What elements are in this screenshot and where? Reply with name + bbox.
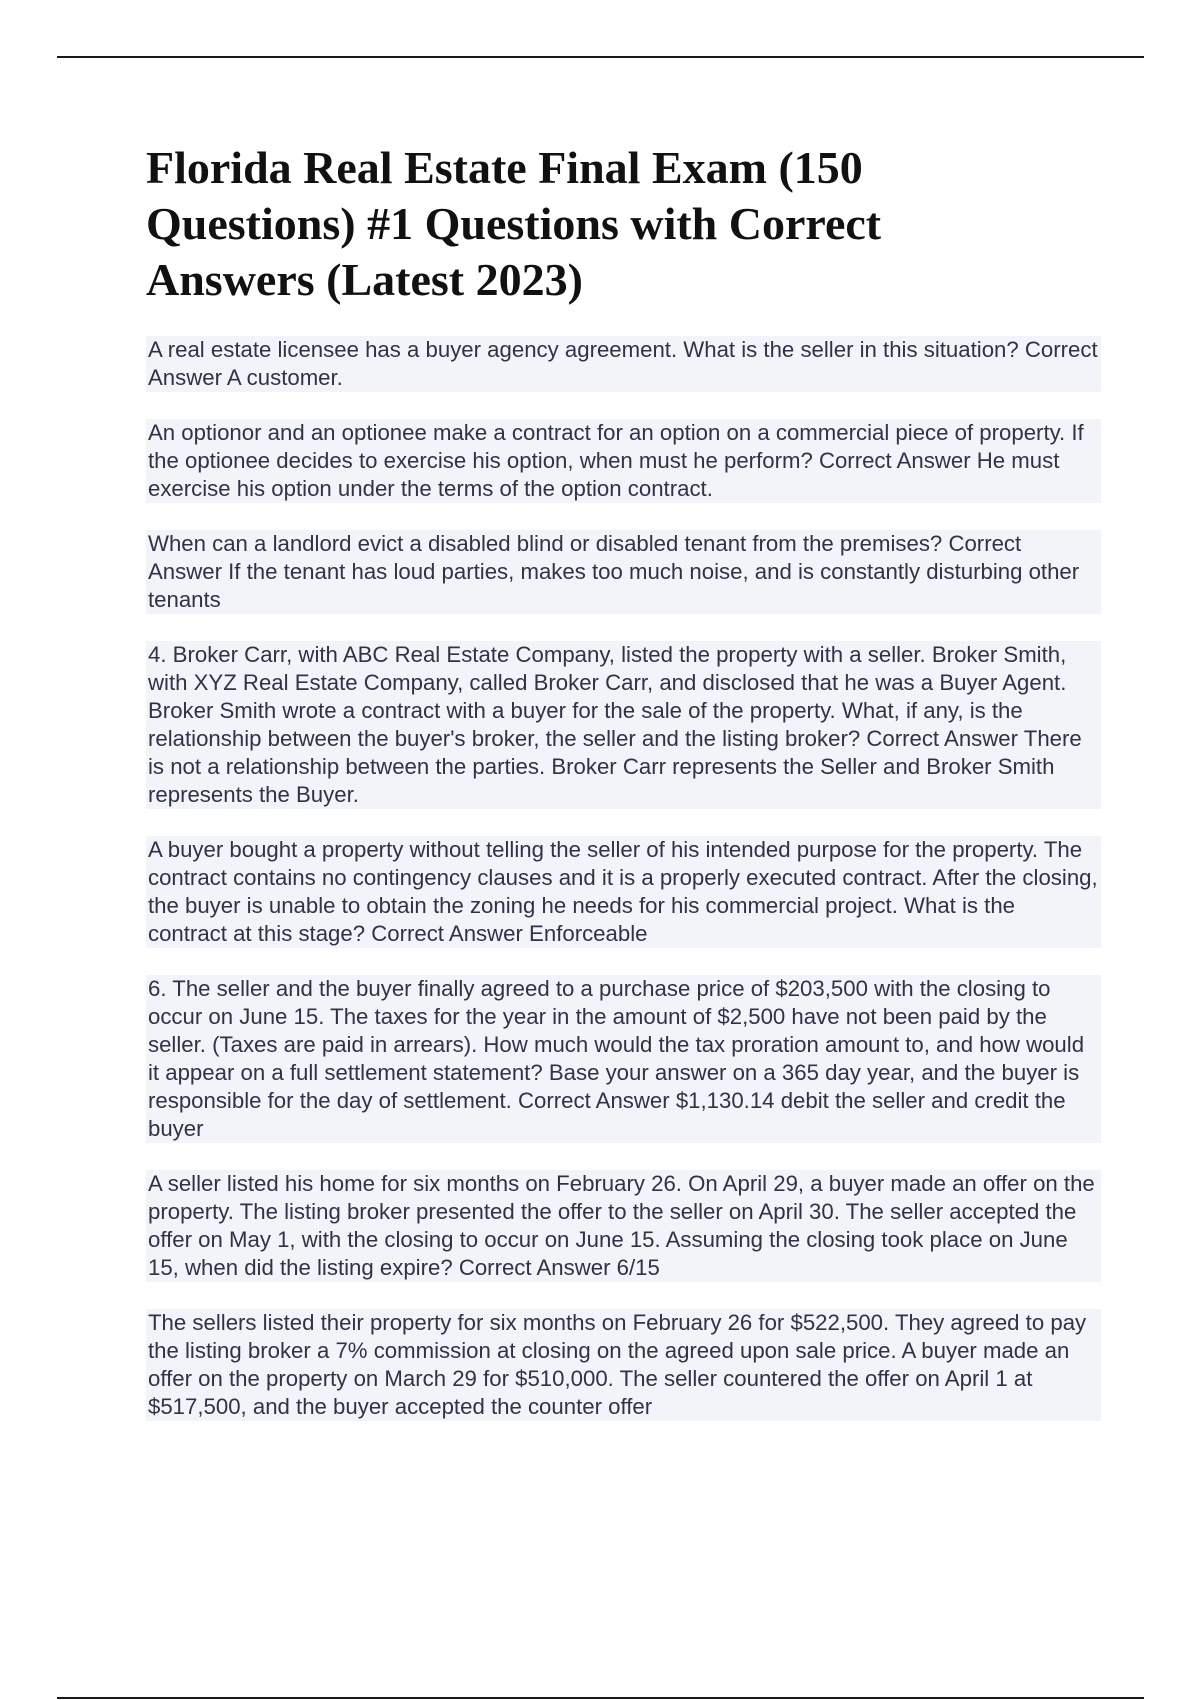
footer-rule [57,1697,1144,1699]
qa-entry-3: When can a landlord evict a disabled blind or disabled tenant from the premises? Correct Answer If the tenant has loud parties, makes too much noise, and is constantly disturbing other tenants [146,530,1101,614]
qa-entry-4: 4. Broker Carr, with ABC Real Estate Company, listed the property with a seller. Broker Smith, with XYZ Real Estate Company, called Broker Carr, and disclosed that he was a Buyer Agent. Broker Smith wrote a contract with a buyer for the sale of the property. What, if any, is the relationship between the buyer's broker, the seller and the listing broker? Correct Answer There is not a relationship between the parties. Broker Carr represents the Seller and Broker Smith represents the Buyer. [146,641,1101,809]
header-rule [57,56,1144,58]
qa-entry-6: 6. The seller and the buyer finally agreed to a purchase price of $203,500 with the closing to occur on June 15. The taxes for the year in the amount of $2,500 have not been paid by the seller. (Taxes are paid in arrears). How much would the tax proration amount to, and how would it appear on a full settlement statement? Base your answer on a 365 day year, and the buyer is responsible for the day of settlement. Correct Answer $1,130.14 debit the seller and credit the buyer [146,975,1101,1143]
document-body [146,140,1101,1448]
qa-entry-5: A buyer bought a property without telling the seller of his intended purpose for the property. The contract contains no contingency clauses and it is a properly executed contract. After the closing, the buyer is unable to obtain the zoning he needs for his commercial project. What is the contract at this stage? Correct Answer Enforceable [146,836,1101,948]
document-title: Florida Real Estate Final Exam (150 Questions) #1 Questions with Correct Answers (Latest 2023) [146,142,882,305]
qa-entry-1: A real estate licensee has a buyer agency agreement. What is the seller in this situation? Correct Answer A customer. [146,336,1101,392]
qa-entry-2: An optionor and an optionee make a contract for an option on a commercial piece of property. If the optionee decides to exercise his option, when must he perform? Correct Answer He must exercise his option under the terms of the option contract. [146,419,1101,503]
qa-entry-7: A seller listed his home for six months on February 26. On April 29, a buyer made an offer on the property. The listing broker presented the offer to the seller on April 30. The seller accepted the offer on May 1, with the closing to occur on June 15. Assuming the closing took place on June 15, when did the listing expire? Correct Answer 6/15 [146,1170,1101,1282]
qa-entry-8: The sellers listed their property for six months on February 26 for $522,500. They agreed to pay the listing broker a 7% commission at closing on the agreed upon sale price. A buyer made an offer on the property on March 29 for $510,000. The seller countered the offer on April 1 at $517,500, and the buyer accepted the counter offer [146,1309,1101,1421]
